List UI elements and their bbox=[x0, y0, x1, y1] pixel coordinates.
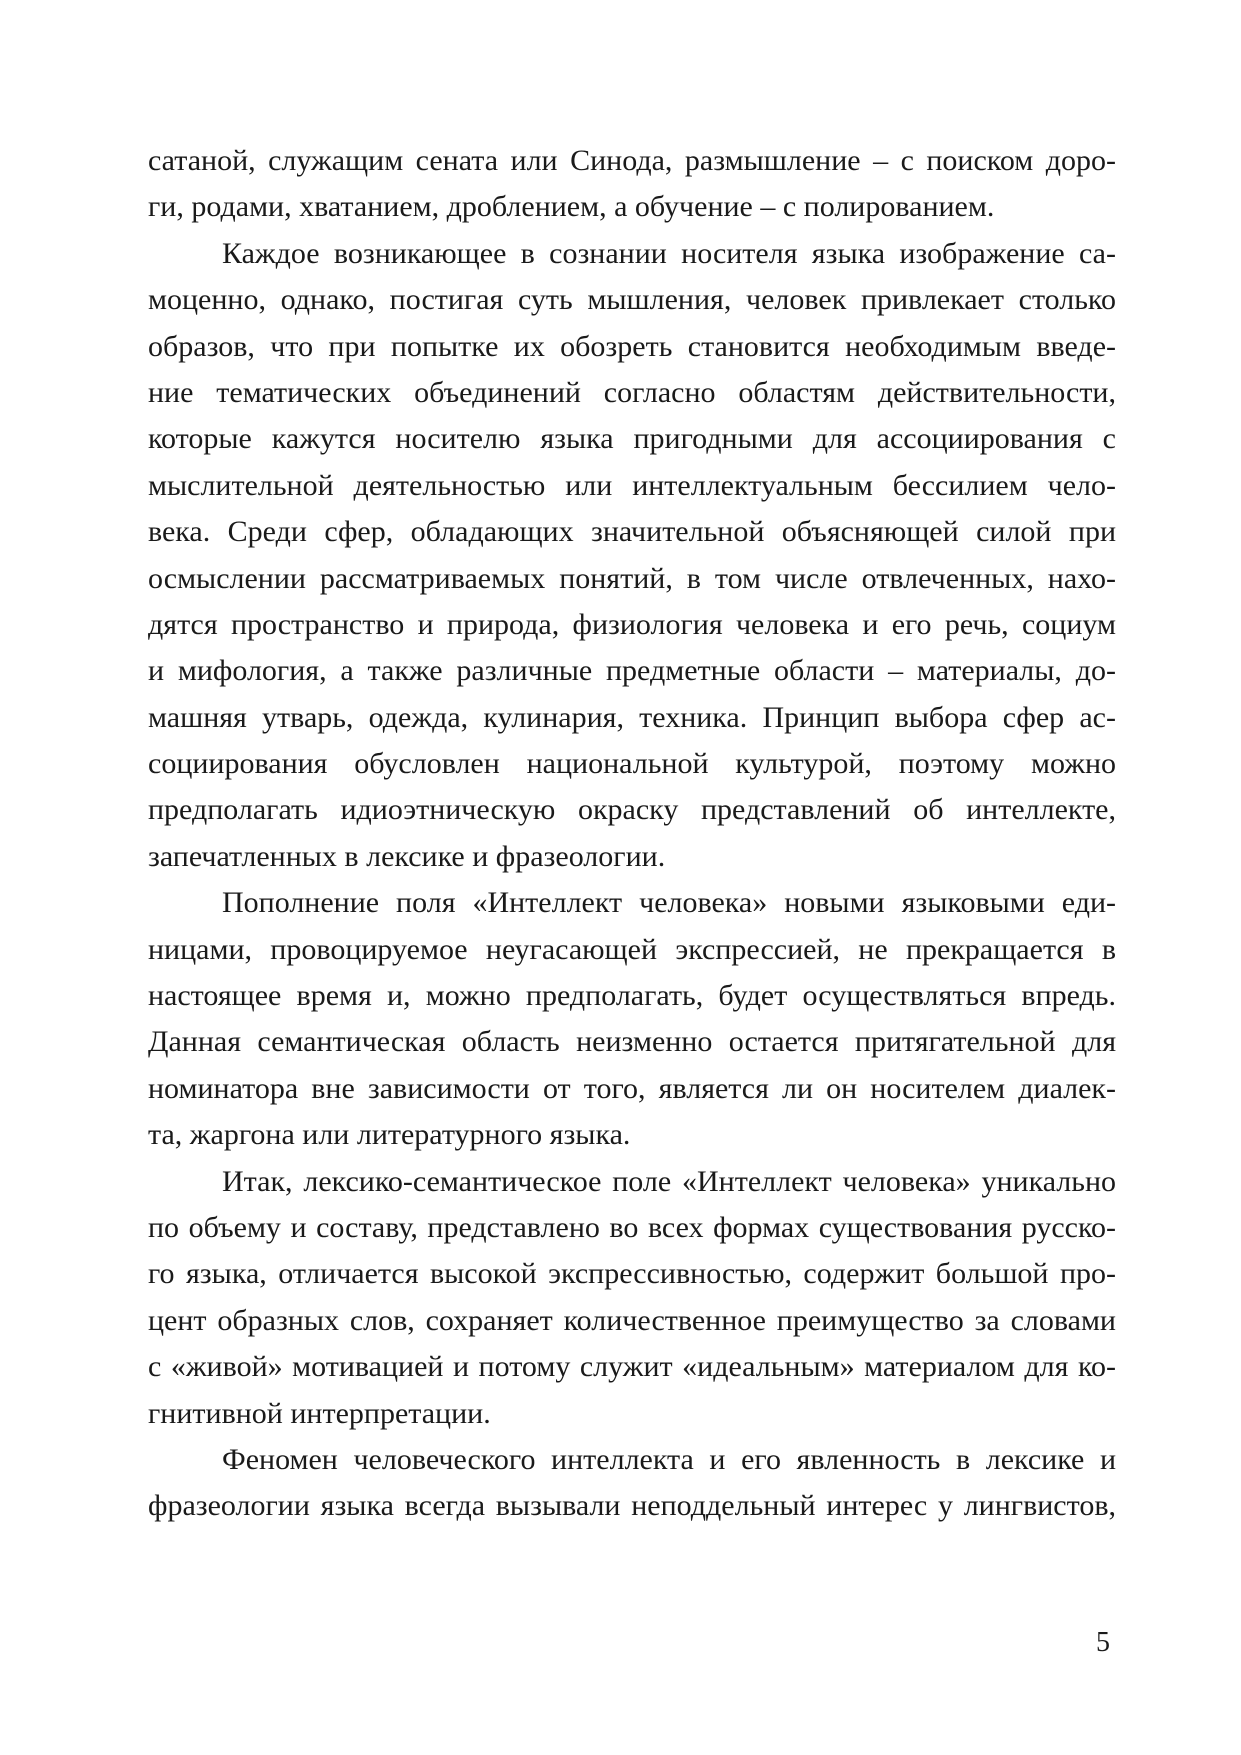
text-line: мыслительной деятельностью или интеллектуальным бессилием чело- bbox=[148, 468, 1116, 502]
text-line: ницами, провоцируемое неугасающей экспрессией, не прекращается в bbox=[148, 932, 1116, 966]
text-line: ние тематических объединений согласно областям действительности, bbox=[148, 375, 1116, 409]
text-line: предполагать идиоэтническую окраску представлений об интеллекте, bbox=[148, 793, 1116, 827]
text-line: моценно, однако, постигая суть мышления, человек привлекает столько bbox=[148, 283, 1116, 317]
text-line: сатаной, служащим сената или Синода, размышление – с поиском доро- bbox=[148, 144, 1116, 177]
body-text bbox=[148, 138, 1116, 1530]
text-line: дятся пространство и природа, физиология человека и его речь, социум bbox=[148, 607, 1116, 641]
text-line: запечатленных в лексике и фразеологии. bbox=[148, 839, 666, 873]
text-line: Пополнение поля «Интеллект человека» новыми языковыми еди- bbox=[222, 886, 1116, 920]
text-line: Итак, лексико-семантическое поле «Интеллект человека» уникально bbox=[222, 1164, 1116, 1198]
text-line: Данная семантическая область неизменно остается притягательной для bbox=[148, 1025, 1116, 1059]
text-line: гнитивной интерпретации. bbox=[148, 1396, 491, 1430]
text-line: осмыслении рассматриваемых понятий, в том числе отвлеченных, нахо- bbox=[148, 561, 1116, 595]
text-line: цент образных слов, сохраняет количественное преимущество за словами bbox=[148, 1303, 1116, 1337]
text-line: социирования обусловлен национальной культурой, поэтому можно bbox=[148, 747, 1116, 781]
text-line: та, жаргона или литературного языка. bbox=[148, 1118, 631, 1152]
paragraph bbox=[148, 1437, 1116, 1530]
text-line: которые кажутся носителю языка пригодными для ассоциирования с bbox=[148, 422, 1116, 456]
text-line: Каждое возникающее в сознании носителя языка изображение са- bbox=[222, 236, 1116, 270]
paragraph bbox=[148, 138, 1116, 231]
text-line: го языка, отличается высокой экспрессивностью, содержит большой про- bbox=[148, 1257, 1116, 1291]
paragraph bbox=[148, 231, 1116, 880]
text-line: ги, родами, хватанием, дроблением, а обучение – с полированием. bbox=[148, 190, 995, 224]
text-line: настоящее время и, можно предполагать, будет осуществляться впредь. bbox=[148, 979, 1116, 1013]
text-line: с «живой» мотивацией и потому служит «идеальным» материалом для ко- bbox=[148, 1350, 1116, 1384]
text-line: века. Среди сфер, обладающих значительной объясняющей силой при bbox=[148, 515, 1116, 549]
paragraph bbox=[148, 1159, 1116, 1437]
text-line: и мифология, а также различные предметные области – материалы, до- bbox=[148, 654, 1116, 688]
text-line: по объему и составу, представлено во всех формах существования русско- bbox=[148, 1210, 1116, 1244]
text-line: фразеологии языка всегда вызывали неподдельный интерес у лингвистов, bbox=[148, 1489, 1116, 1523]
text-line: номинатора вне зависимости от того, является ли он носителем диалек- bbox=[148, 1071, 1116, 1105]
text-line: машняя утварь, одежда, кулинария, техника. Принцип выбора сфер ас- bbox=[148, 700, 1116, 734]
paragraph bbox=[148, 880, 1116, 1158]
text-line: образов, что при попытке их обозреть становится необходимым введе- bbox=[148, 329, 1116, 363]
page-number: 5 bbox=[1096, 1627, 1110, 1658]
text-line: Феномен человеческого интеллекта и его явленность в лексике и bbox=[222, 1442, 1116, 1476]
